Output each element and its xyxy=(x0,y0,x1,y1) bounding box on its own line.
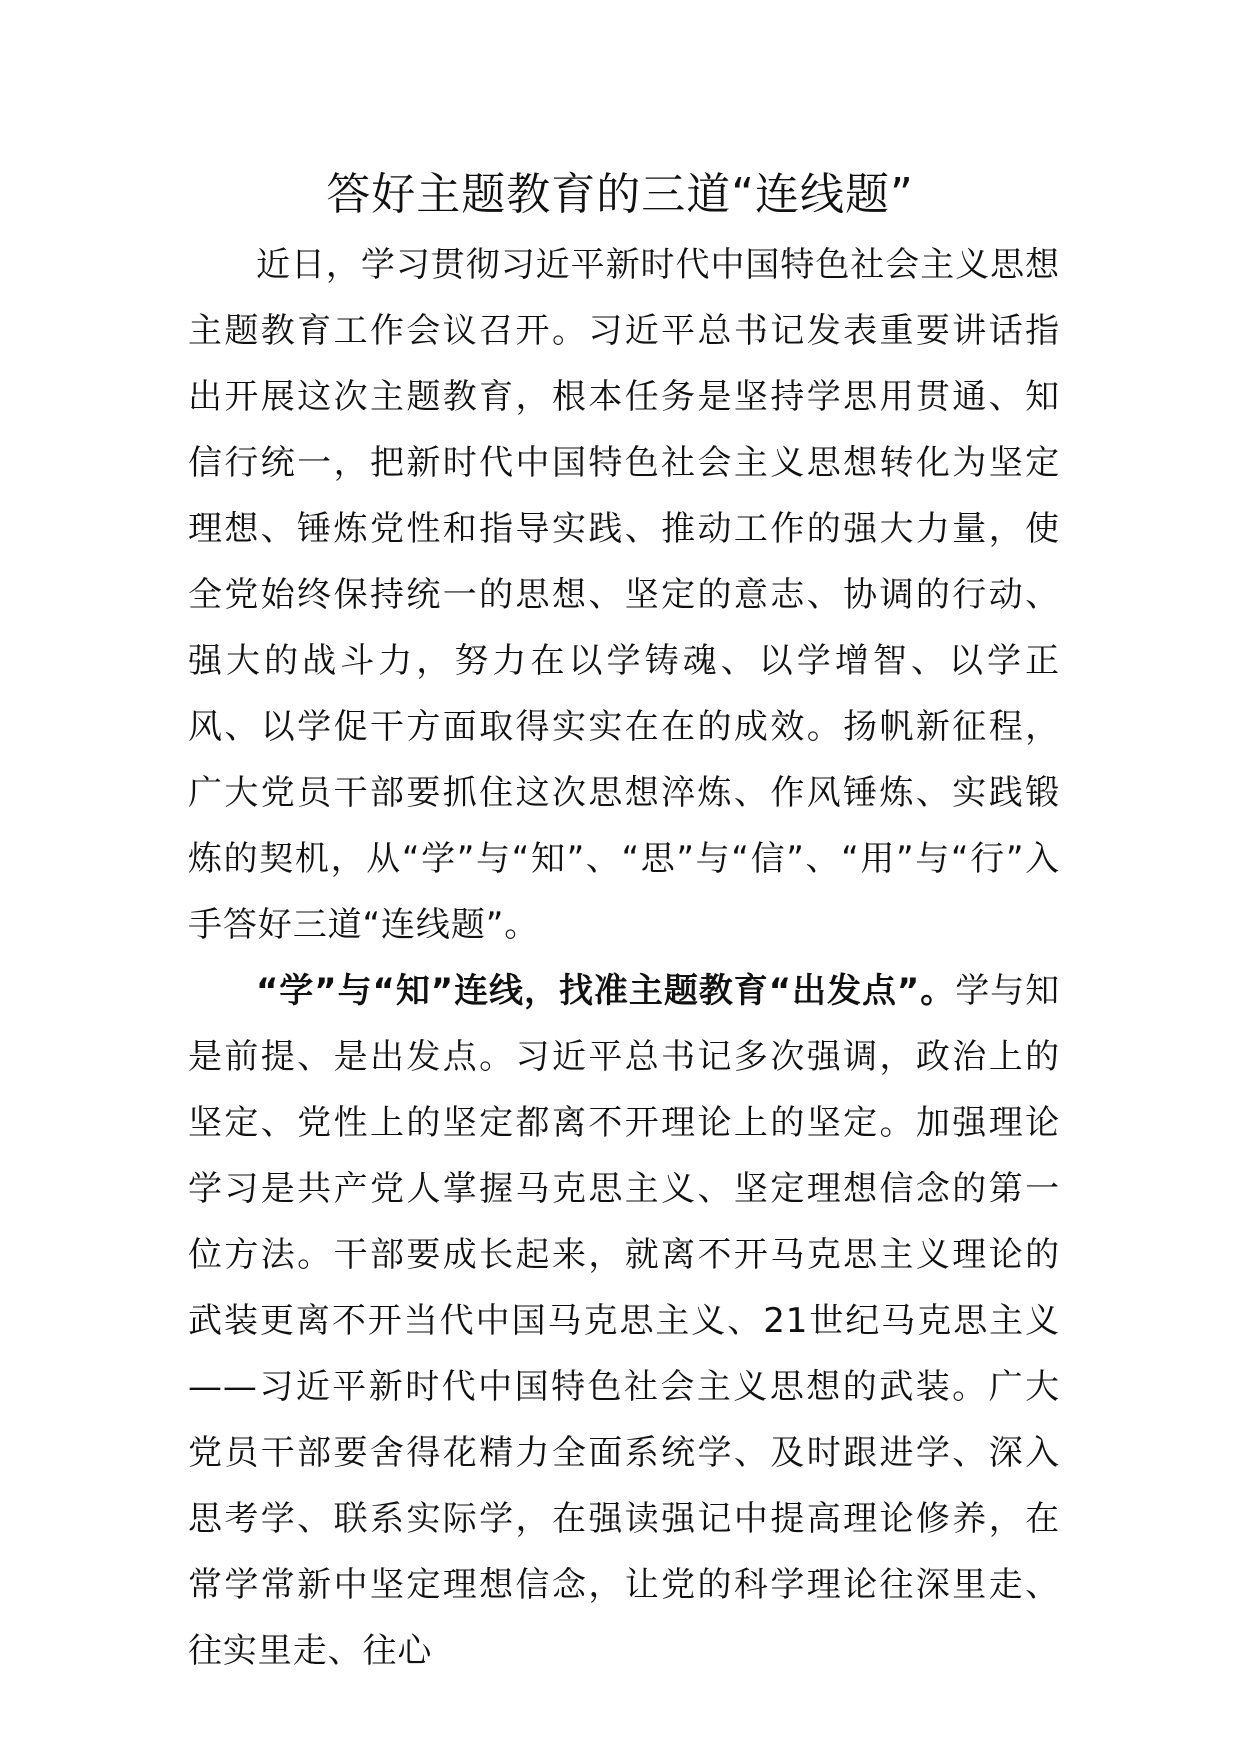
document-body xyxy=(188,232,1060,1684)
paragraph-learn-know-text: 学与知是前提、是出发点。习近平总书记多次强调，政治上的坚定、党性上的坚定都离不开理论上的坚定。加强理论学习是共产党人掌握马克思主义、坚定理想信念的第一位方法。干部要成长起来，就离不开马克思主义理论的武装更离不开当代中国马克思主义、21世纪马克思主义——习近平新时代中国特色社会主义思想的武装。广大党员干部要舍得花精力全面系统学、及时跟进学、深入思考学、联系实际学，在强读强记中提高理论修养，在常学常新中坚定理想信念，让党的科学理论往深里走、往实里走、往心 xyxy=(188,971,1061,1671)
document-title: 答好主题教育的三道“连线题” xyxy=(326,169,914,220)
paragraph-heading: “学”与“知”连线，找准主题教育“出发点”。 xyxy=(256,971,956,1011)
paragraph-intro-text: 近日，学习贯彻习近平新时代中国特色社会主义思想主题教育工作会议召开。习近平总书记发表重要讲话指出开展这次主题教育，根本任务是坚持学思用贯通、知信行统一，把新时代中国特色社会主义思想转化为坚定理想、锤炼党性和指导实践、推动工作的强大力量，使全党始终保持统一的思想、坚定的意志、协调的行动、强大的战斗力，努力在以学铸魂、以学增智、以学正风、以学促干方面取得实实在在的成效。扬帆新征程，广大党员干部要抓住这次思想淬炼、作风锤炼、实践锻炼的契机，从“学”与“知”、“思”与“信”、“用”与“行”入手答好三道“连线题”。 xyxy=(188,245,1060,945)
paragraph-intro xyxy=(188,232,1060,958)
paragraph-learn-know xyxy=(188,958,1060,1684)
